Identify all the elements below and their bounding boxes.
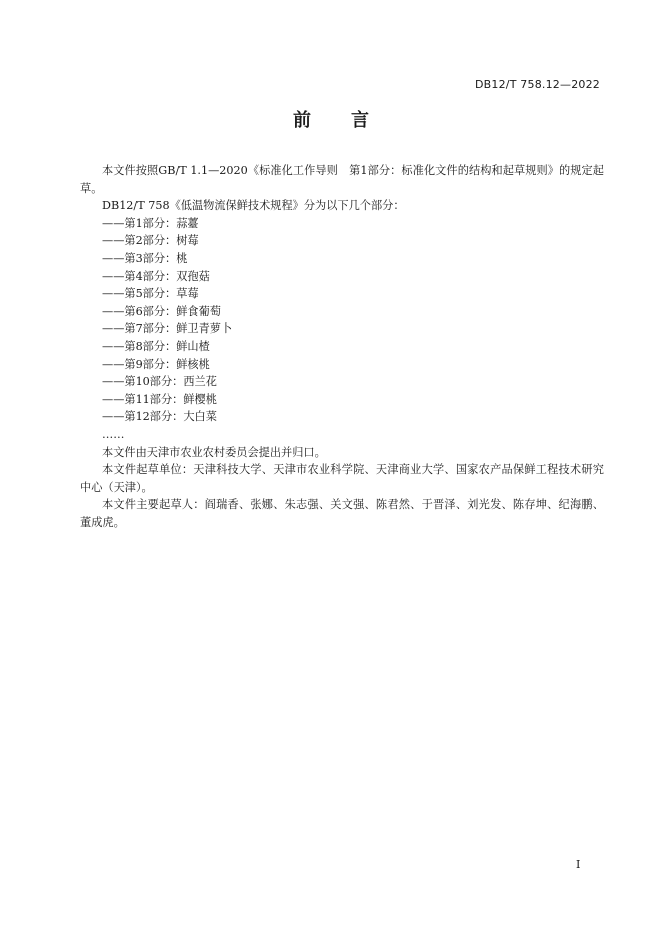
list-item: ——第11部分：鲜樱桃 <box>102 392 217 406</box>
list-item: ——第1部分：蒜薹 <box>102 216 199 230</box>
list-item: ——第2部分：树莓 <box>102 234 199 248</box>
list-item: ——第9部分：鲜核桃 <box>102 357 210 371</box>
list-item: ——第12部分：大白菜 <box>102 410 217 424</box>
intro-paragraph-1: 本文件按照GB/T 1.1—2020《标准化工作导则 第1部分：标准化文件的结构和起草规则》的规定起草。 <box>80 164 604 195</box>
list-ellipsis: …… <box>102 427 125 441</box>
page-title <box>0 106 662 132</box>
list-item: ——第3部分：桃 <box>102 251 188 265</box>
list-item: ——第5部分：草莓 <box>102 287 199 301</box>
parts-list <box>80 215 604 426</box>
foreword-body <box>80 162 604 531</box>
title-char-2: 言 <box>351 110 369 131</box>
title-char-1: 前 <box>293 110 311 131</box>
list-item: ——第7部分：鲜卫青萝卜 <box>102 322 233 336</box>
list-item: ——第10部分：西兰花 <box>102 375 217 389</box>
closing-paragraph-1: 本文件由天津市农业农村委员会提出并归口。 <box>102 445 326 459</box>
closing-paragraph-2: 本文件起草单位：天津科技大学、天津市农业科学院、天津商业大学、国家农产品保鲜工程技术研究中心（天津）。 <box>80 463 604 494</box>
closing-paragraph-3: 本文件主要起草人：阎瑞香、张娜、朱志强、关文强、陈君然、于晋泽、刘光发、陈存坤、纪海鹏、董成虎。 <box>80 498 604 529</box>
page-number: I <box>576 858 581 871</box>
list-item: ——第6部分：鲜食葡萄 <box>102 304 221 318</box>
list-item: ——第4部分：双孢菇 <box>102 269 210 283</box>
document-number: DB12/T 758.12—2022 <box>474 78 600 91</box>
intro-paragraph-2: DB12/T 758《低温物流保鲜技术规程》分为以下几个部分： <box>102 199 405 213</box>
list-item: ——第8部分：鲜山楂 <box>102 339 210 353</box>
